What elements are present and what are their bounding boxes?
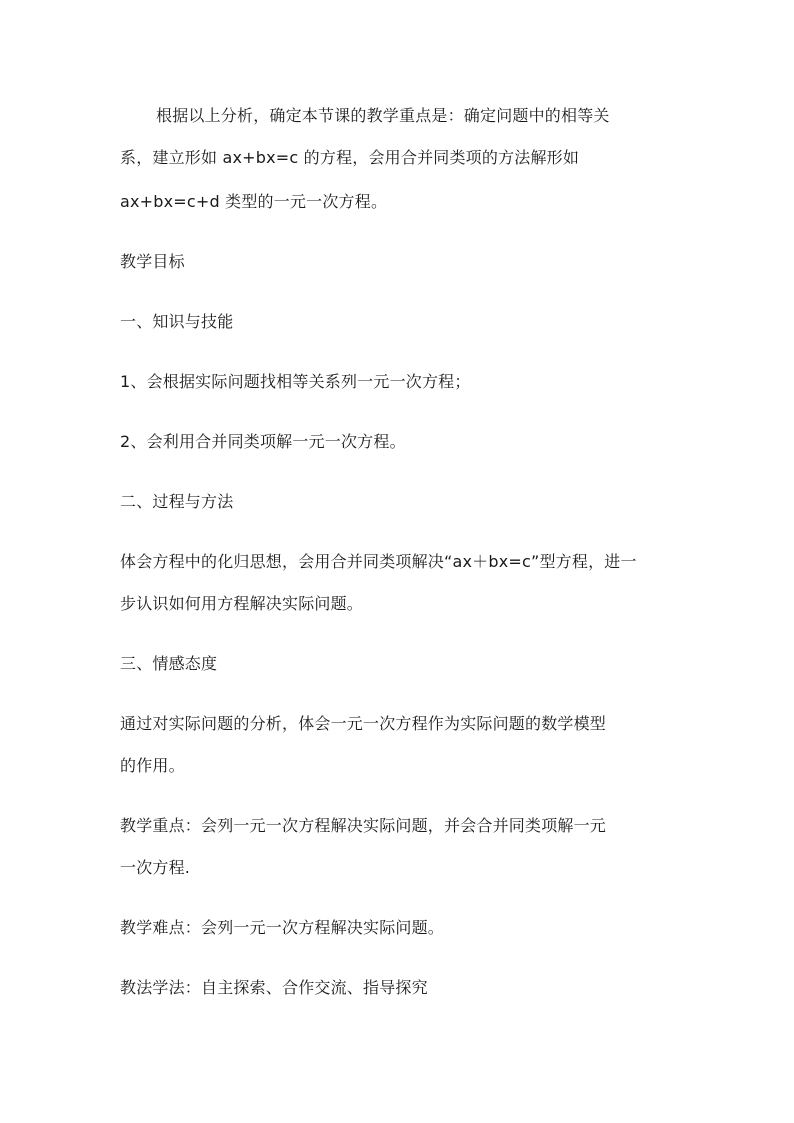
section-3-line-1: 通过对实际问题的分析，体会一元一次方程作为实际问题的数学模型 <box>120 714 607 733</box>
intro-line-1: 根据以上分析，确定本节课的教学重点是：确定问题中的相等关 <box>156 106 610 125</box>
intro-line-2: 系，建立形如 ax+bx=c 的方程，会用合并同类项的方法解形如 <box>120 148 580 167</box>
section-2-line-1: 体会方程中的化归思想，会用合并同类项解决“ax＋bx=c”型方程，进一 <box>120 552 637 571</box>
section-2-heading: 二、过程与方法 <box>120 492 234 511</box>
intro-line-3: ax+bx=c+d 类型的一元一次方程。 <box>120 192 388 211</box>
methods-line: 教法学法：自主探索、合作交流、指导探究 <box>120 978 428 997</box>
section-1-item-1: 1、会根据实际问题找相等关系列一元一次方程； <box>120 372 471 391</box>
section-3-heading: 三、情感态度 <box>120 654 218 673</box>
objectives-heading: 教学目标 <box>120 252 185 271</box>
section-3-line-2: 的作用。 <box>120 756 185 775</box>
section-1-item-2: 2、会利用合并同类项解一元一次方程。 <box>120 432 406 451</box>
key-points-line-2: 一次方程. <box>120 858 191 877</box>
section-1-heading: 一、知识与技能 <box>120 312 234 331</box>
section-2-line-2: 步认识如何用方程解决实际问题。 <box>120 594 364 613</box>
key-points-line-1: 教学重点：会列一元一次方程解决实际问题，并会合并同类项解一元 <box>120 816 607 835</box>
difficulty-line: 教学难点：会列一元一次方程解决实际问题。 <box>120 918 445 937</box>
